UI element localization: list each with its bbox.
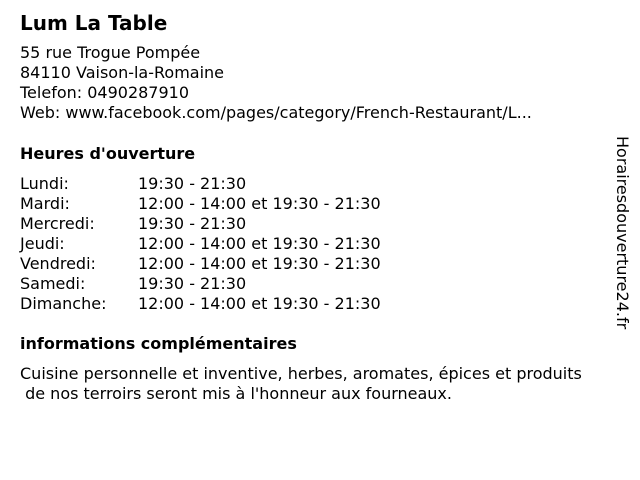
hours-day: Mardi: — [20, 194, 70, 213]
hours-time: 12:00 - 14:00 et 19:30 - 21:30 — [138, 294, 381, 313]
opening-hours-heading: Heures d'ouverture — [20, 144, 196, 163]
business-name: Lum La Table — [20, 11, 168, 35]
hours-day: Mercredi: — [20, 214, 95, 233]
additional-info-text — [20, 364, 632, 404]
hours-time: 19:30 - 21:30 — [138, 214, 247, 233]
hours-day: Jeudi: — [20, 234, 65, 253]
website-link[interactable]: Web: www.facebook.com/pages/category/French-Restaurant/L... — [20, 103, 532, 122]
hours-time: 19:30 - 21:30 — [138, 174, 247, 193]
additional-info-heading: informations complémentaires — [20, 334, 297, 353]
hours-day: Lundi: — [20, 174, 69, 193]
hours-day: Dimanche: — [20, 294, 107, 313]
description-line: de nos terroirs seront mis à l'honneur aux fourneaux. — [20, 384, 452, 403]
contact-block — [20, 43, 532, 123]
address-street: 55 rue Trogue Pompée — [20, 43, 201, 62]
hours-day: Vendredi: — [20, 254, 96, 273]
description-line: Cuisine personnelle et inventive, herbes, aromates, épices et produits — [20, 364, 582, 383]
hours-time: 12:00 - 14:00 et 19:30 - 21:30 — [138, 254, 381, 273]
hours-time: 12:00 - 14:00 et 19:30 - 21:30 — [138, 194, 381, 213]
hours-time: 19:30 - 21:30 — [138, 274, 247, 293]
hours-time: 12:00 - 14:00 et 19:30 - 21:30 — [138, 234, 381, 253]
phone-number: Telefon: 0490287910 — [20, 83, 190, 102]
hours-day: Samedi: — [20, 274, 86, 293]
site-watermark: Horairesdouverture24.fr — [613, 136, 632, 330]
address-city: 84110 Vaison-la-Romaine — [20, 63, 225, 82]
